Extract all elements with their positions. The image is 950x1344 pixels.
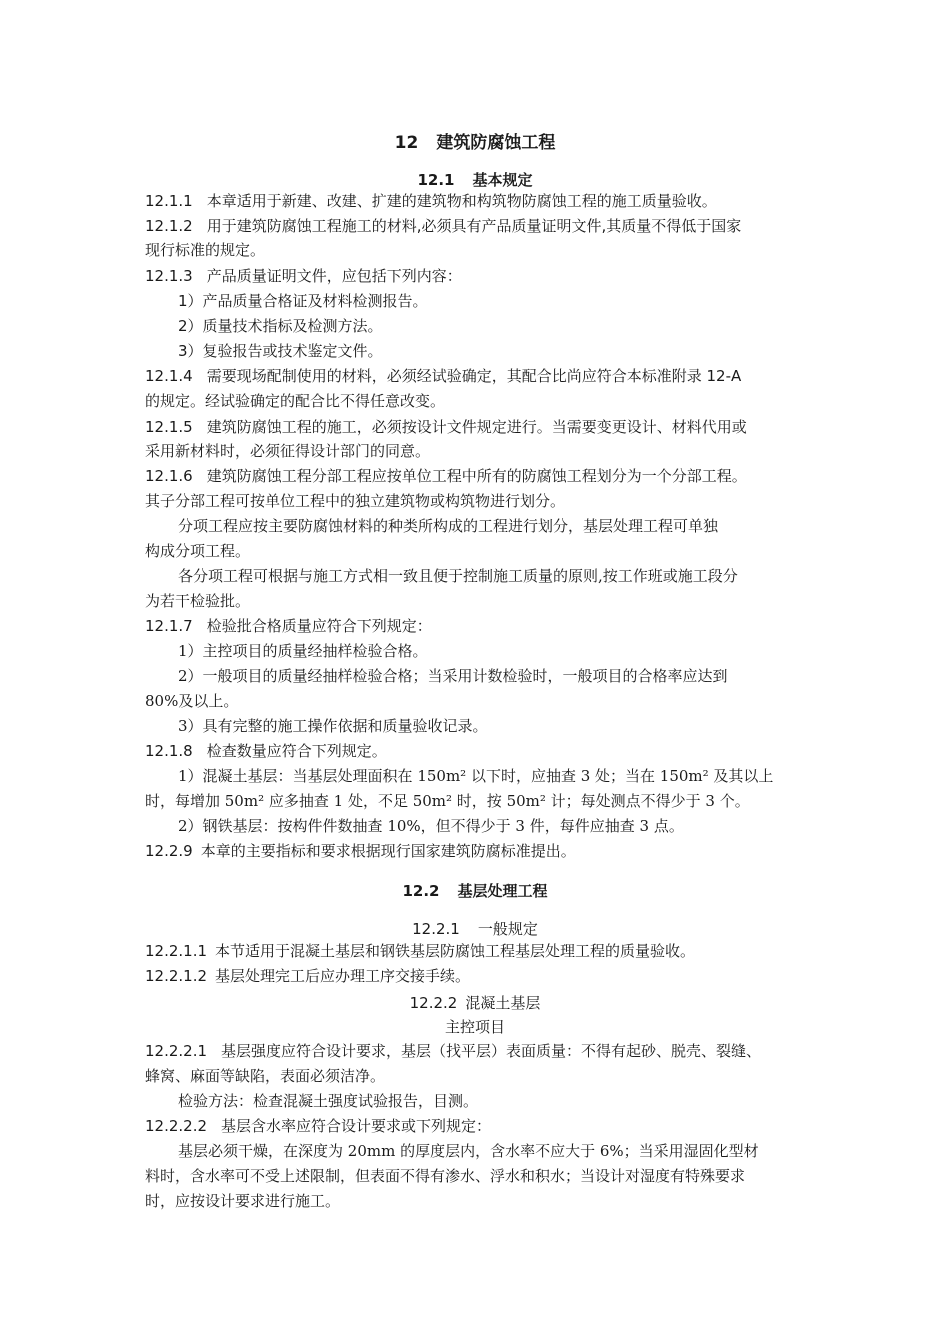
clause-12-1-2-cont: 现行标准的规定。 — [145, 241, 266, 259]
clause-12-1-4: 12.1.4 需要现场配制使用的材料，必须经试验确定，其配合比尚应符合本标准附录 12-A — [145, 367, 742, 385]
paragraph-cont: 料时，含水率可不受上述限制，但表面不得有渗水、浮水和积水；当设计对湿度有特殊要求 — [145, 1167, 746, 1185]
clause-12-1-2: 12.1.2 用于建筑防腐蚀工程施工的材料,必须具有产品质量证明文件,其质量不得低于国家 — [145, 217, 742, 235]
clause-12-2-2-1-cont: 蜂窝、麻面等缺陷，表面必须洁净。 — [145, 1067, 386, 1085]
paragraph: 分项工程应按主要防腐蚀材料的种类所构成的工程进行划分，基层处理工程可单独 — [178, 517, 719, 535]
clause-12-1-7: 12.1.7 检验批合格质量应符合下列规定： — [145, 617, 432, 635]
list-item: 3）具有完整的施工操作依据和质量验收记录。 — [178, 717, 488, 735]
list-item: 3）复验报告或技术鉴定文件。 — [178, 342, 383, 360]
paragraph-cont: 时，应按设计要求进行施工。 — [145, 1192, 341, 1210]
subsection-heading-12-2-2: 12.2.2 混凝土基层 — [409, 994, 541, 1012]
list-item: 1）混凝土基层：当基层处理面积在 150m² 以下时，应抽查 3 处；当在 150m² 及其以上 — [178, 767, 774, 785]
list-item: 1）主控项目的质量经抽样检验合格。 — [178, 642, 428, 660]
paragraph-cont: 为若干检验批。 — [145, 592, 251, 610]
list-item: 2）一般项目的质量经抽样检验合格；当采用计数检验时，一般项目的合格率应达到 — [178, 667, 728, 685]
clause-12-1-6: 12.1.6 建筑防腐蚀工程分部工程应按单位工程中所有的防腐蚀工程划分为一个分部工程。 — [145, 467, 747, 485]
clause-12-2-1-1: 12.2.1.1 本节适用于混凝土基层和钢铁基层防腐蚀工程基层处理工程的质量验收。 — [145, 942, 696, 960]
clause-12-2-2-2: 12.2.2.2 基层含水率应符合设计要求或下列规定： — [145, 1117, 492, 1135]
clause-12-1-8: 12.1.8 检查数量应符合下列规定。 — [145, 742, 387, 760]
inspection-method: 检验方法：检查混凝土强度试验报告，目测。 — [178, 1092, 479, 1110]
clause-12-1-5-cont: 采用新材料时，必须征得设计部门的同意。 — [145, 442, 431, 460]
paragraph: 基层必须干燥，在深度为 20mm 的厚度层内，含水率不应大于 6%；当采用湿固化型材 — [178, 1142, 759, 1160]
main-control-items-heading: 主控项目 — [444, 1018, 505, 1036]
list-item-cont: 时，每增加 50m² 应多抽查 1 处，不足 50m² 时，按 50m² 计；每处测点不得少于 3 个。 — [145, 792, 750, 810]
paragraph-cont: 构成分项工程。 — [145, 542, 251, 560]
clause-12-1-4-cont: 的规定。经试验确定的配合比不得任意改变。 — [145, 392, 446, 410]
section-heading-12-2: 12.2 基层处理工程 — [402, 882, 548, 900]
clause-12-1-3: 12.1.3 产品质量证明文件，应包括下列内容： — [145, 267, 462, 285]
clause-12-1-1: 12.1.1 本章适用于新建、改建、扩建的建筑物和构筑物防腐蚀工程的施工质量验收。 — [145, 192, 717, 210]
clause-12-2-2-1: 12.2.2.1 基层强度应符合设计要求，基层（找平层）表面质量：不得有起砂、脱壳、裂缝、 — [145, 1042, 762, 1060]
paragraph: 各分项工程可根据与施工方式相一致且便于控制施工质量的原则,按工作班或施工段分 — [178, 567, 738, 585]
clause-12-2-1-2: 12.2.1.2 基层处理完工后应办理工序交接手续。 — [145, 967, 471, 985]
chapter-number: 12 — [394, 133, 419, 153]
clause-12-1-5: 12.1.5 建筑防腐蚀工程的施工，必须按设计文件规定进行。当需要变更设计、材料代用或 — [145, 418, 747, 436]
chapter-heading — [0, 128, 950, 153]
chapter-title: 建筑防腐蚀工程 — [436, 133, 556, 153]
list-item: 1）产品质量合格证及材料检测报告。 — [178, 292, 428, 310]
clause-12-2-9: 12.2.9 本章的主要指标和要求根据现行国家建筑防腐标准提出。 — [145, 842, 576, 860]
list-item: 2）质量技术指标及检测方法。 — [178, 317, 383, 335]
list-item: 2）钢铁基层：按构件件数抽查 10%，但不得少于 3 件，每件应抽查 3 点。 — [178, 817, 684, 835]
clause-12-1-6-cont: 其子分部工程可按单位工程中的独立建筑物或构筑物进行划分。 — [145, 492, 566, 510]
list-item-cont: 80%及以上。 — [145, 692, 239, 710]
section-heading-12-1: 12.1 基本规定 — [417, 171, 533, 189]
subsection-heading-12-2-1: 12.2.1 一般规定 — [412, 920, 538, 938]
